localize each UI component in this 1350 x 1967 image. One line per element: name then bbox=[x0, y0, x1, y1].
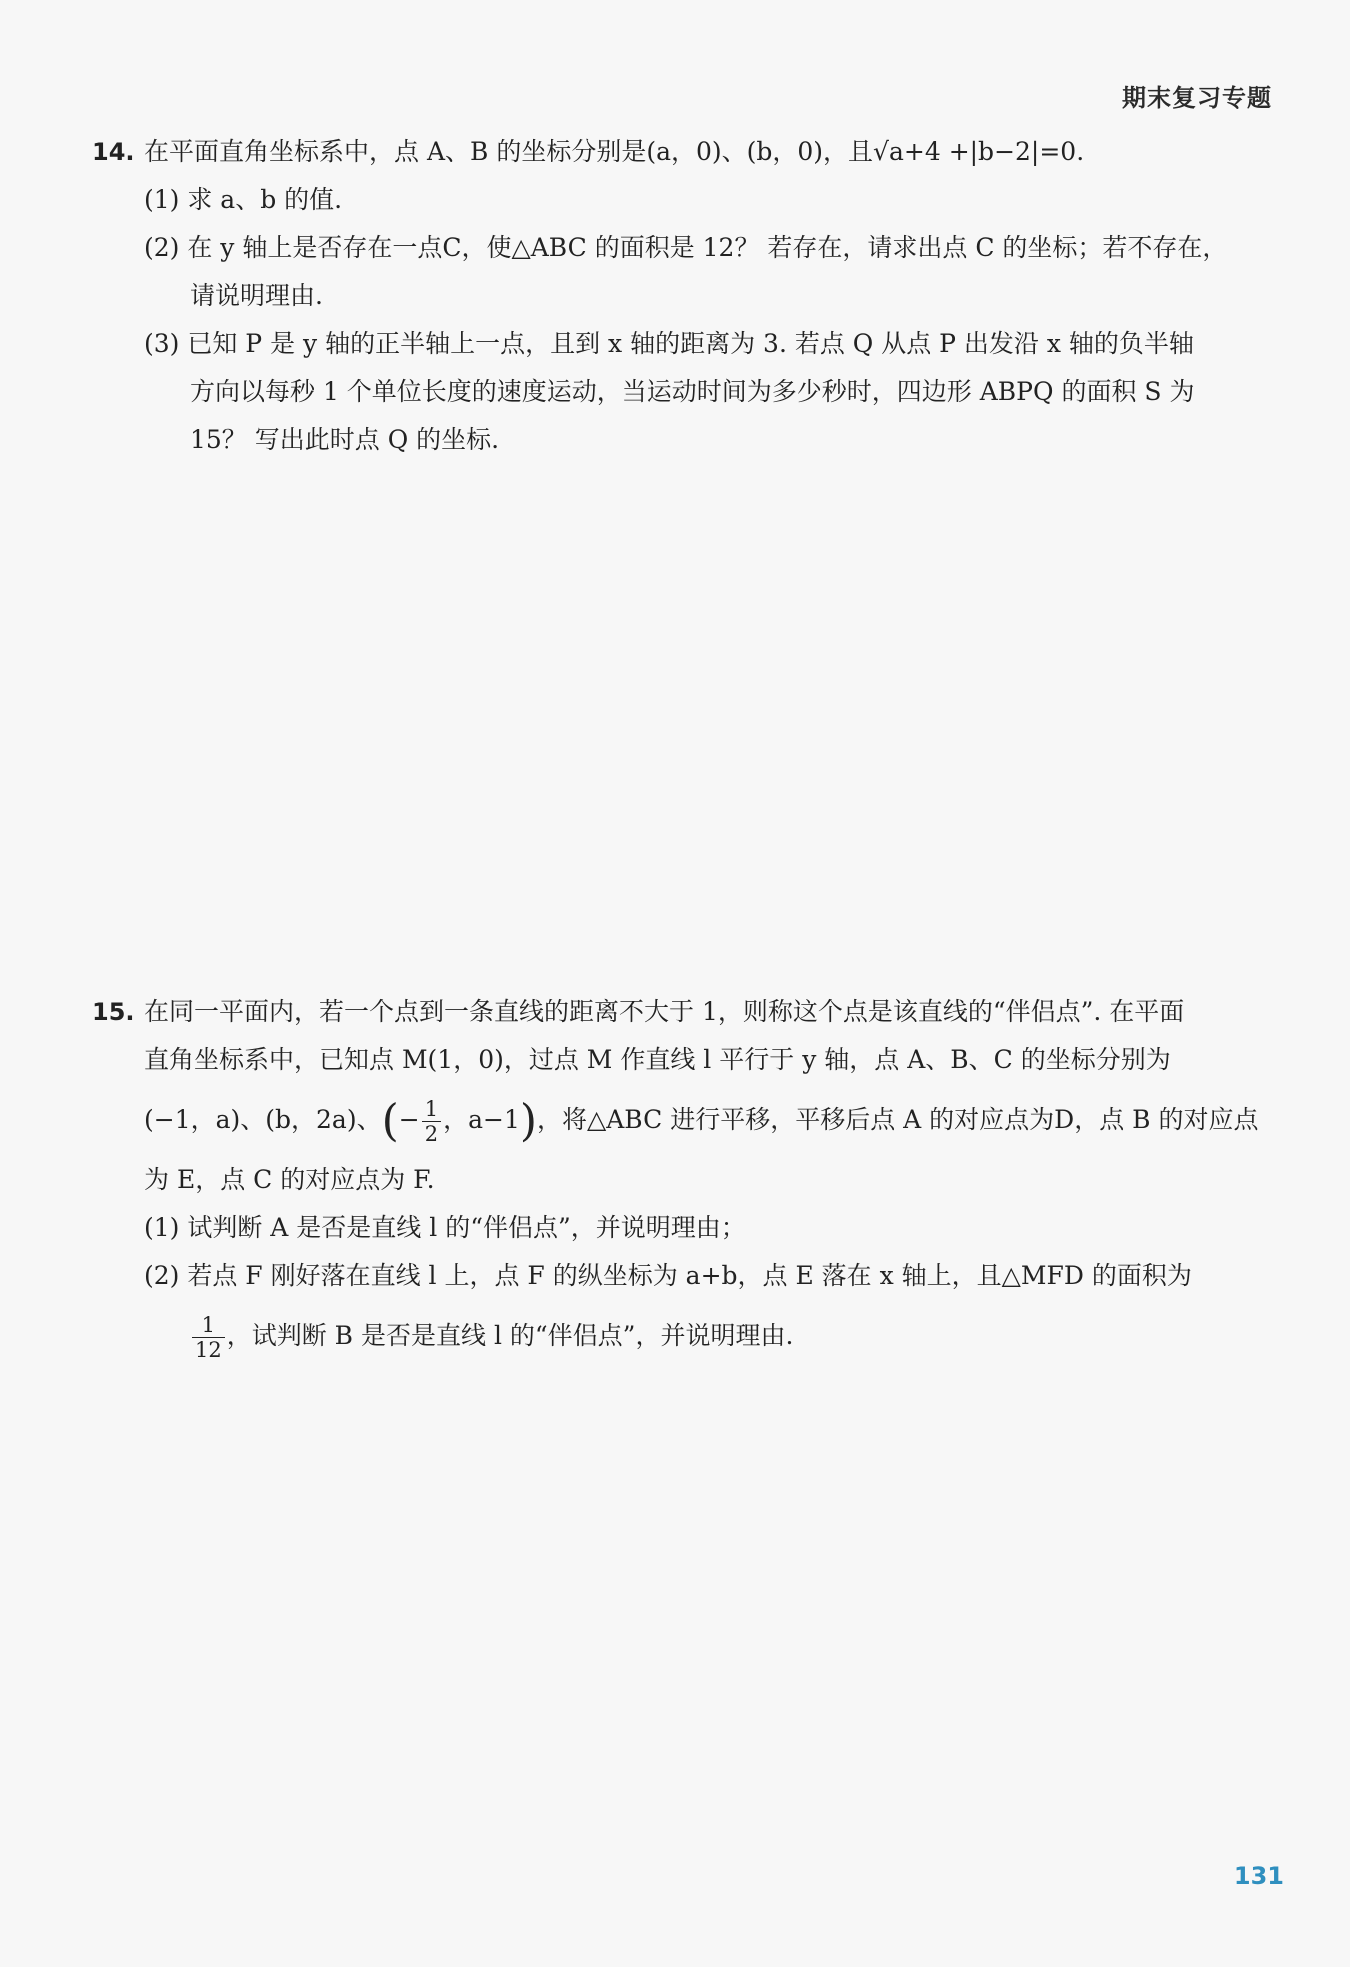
fraction-denominator: 12 bbox=[195, 1338, 222, 1362]
paren-close: ) bbox=[519, 1095, 538, 1147]
problem-14-part-2-line-2: 请说明理由. bbox=[190, 281, 323, 310]
problem-14-part-1: (1) 求 a、b 的值. bbox=[144, 185, 343, 214]
fraction-denominator: 2 bbox=[424, 1122, 439, 1146]
problem-15 bbox=[92, 988, 1277, 1372]
problem-number: 15. bbox=[92, 998, 135, 1026]
problem-15-stem-line-3 bbox=[92, 1084, 1277, 1156]
problem-14-part-3-line-1: (3) 已知 P 是 y 轴的正半轴上一点，且到 x 轴的距离为 3. 若点 Q 从点 P 出发沿 x 轴的负半轴 bbox=[144, 329, 1194, 358]
problem-15-part-2-line-1: (2) 若点 F 刚好落在直线 l 上，点 F 的纵坐标为 a+b，点 E 落在 x 轴上，且△MFD 的面积为 bbox=[144, 1261, 1192, 1290]
problem-14-part-3-line-3: 15？ 写出此时点 Q 的坐标. bbox=[190, 425, 500, 454]
page-number: 131 bbox=[1233, 1862, 1284, 1890]
coordinates-text: (−1，a)、(b，2a)、 bbox=[144, 1105, 382, 1134]
problem-15-stem-text-1: 在同一平面内，若一个点到一条直线的距离不大于 1，则称这个点是该直线的“伴侣点”. 在平面 bbox=[144, 997, 1185, 1026]
problem-14-part-2-line-1: (2) 在 y 轴上是否存在一点C，使△ABC 的面积是 12？ 若存在，请求出点 C 的坐标；若不存在， bbox=[144, 233, 1228, 262]
fraction-one-half bbox=[422, 1097, 441, 1146]
problem-14-stem: 在平面直角坐标系中，点 A、B 的坐标分别是(a，0)、(b，0)，且√a+4 +|b−2|=0. bbox=[144, 137, 1085, 166]
problem-15-stem-line-2: 直角坐标系中，已知点 M(1，0)，过点 M 作直线 l 平行于 y 轴，点 A、B、C 的坐标分别为 bbox=[144, 1045, 1171, 1074]
paren-open: ( bbox=[381, 1095, 399, 1147]
problem-number: 14. bbox=[92, 138, 135, 166]
problem-14-part-3-line-2: 方向以每秒 1 个单位长度的速度运动，当运动时间为多少秒时，四边形 ABPQ 的面积 S 为 bbox=[190, 377, 1195, 406]
problem-15-part-2-text: ，试判断 B 是否是直线 l 的“伴侣点”，并说明理由. bbox=[226, 1321, 794, 1350]
paren-inner-text: ，a−1 bbox=[443, 1105, 520, 1134]
fraction-numerator: 1 bbox=[192, 1313, 225, 1338]
problem-15-part-1: (1) 试判断 A 是否是直线 l 的“伴侣点”，并说明理由； bbox=[144, 1213, 746, 1242]
section-title: 期末复习专题 bbox=[1122, 84, 1272, 112]
problem-15-part-2-line-2 bbox=[92, 1300, 1277, 1372]
problem-15-stem-line-4: 为 E，点 C 的对应点为 F. bbox=[144, 1165, 435, 1194]
problem-14 bbox=[92, 128, 1277, 464]
fraction-one-twelfth bbox=[192, 1313, 225, 1362]
problem-14-stem-line bbox=[92, 128, 1277, 176]
minus-sign: − bbox=[398, 1105, 420, 1134]
problem-15-stem-line-1 bbox=[92, 988, 1277, 1036]
translation-text: ，将△ABC 进行平移，平移后点 A 的对应点为D，点 B 的对应点 bbox=[537, 1105, 1259, 1134]
fraction-numerator: 1 bbox=[422, 1097, 441, 1122]
